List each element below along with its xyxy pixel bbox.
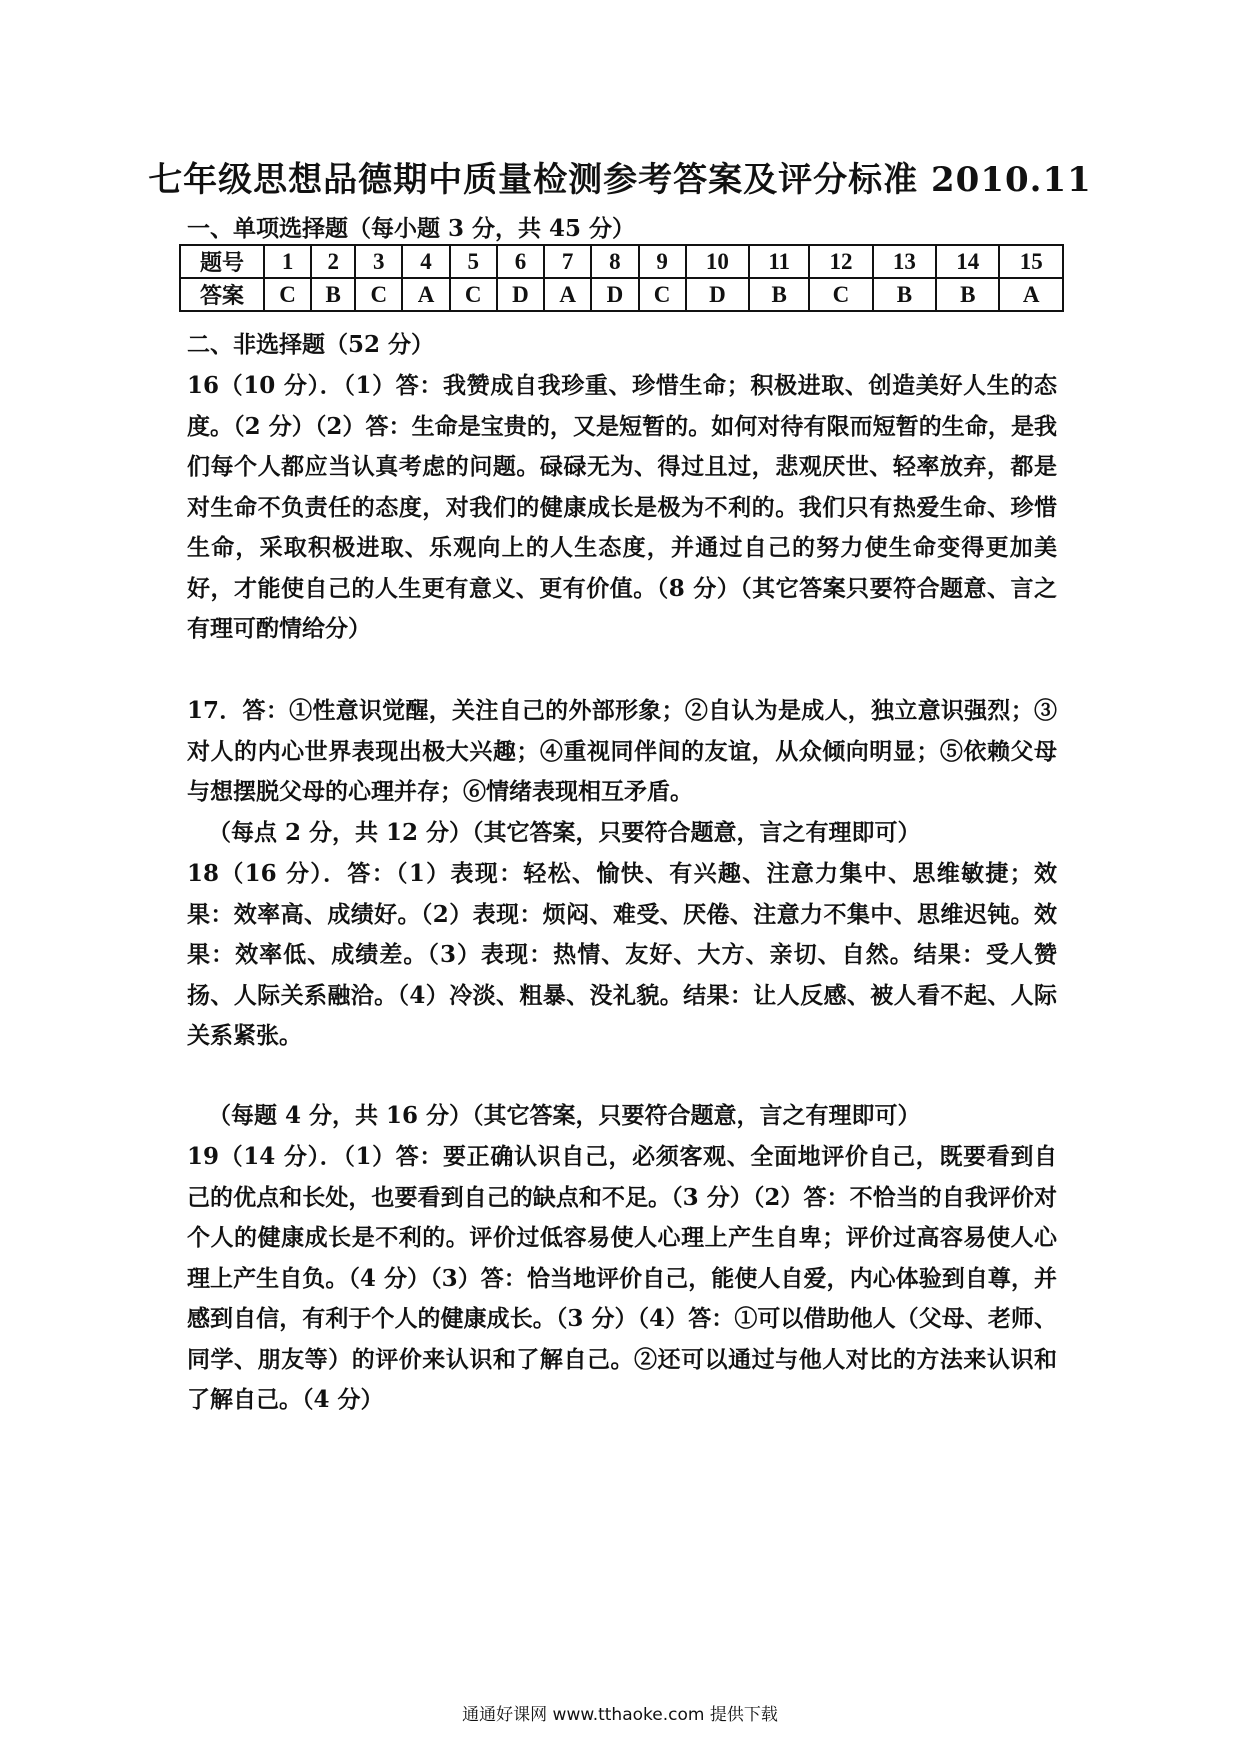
question-number-cell: 7 [544,245,591,278]
row-label-answer: 答案 [180,278,264,311]
section-heading-multiple-choice: 一、单项选择题（每小题 3 分，共 45 分） [187,215,636,242]
question-number-cell: 3 [355,245,402,278]
answer-question-19: 19（14 分）．（1）答：要正确认识自己，必须客观、全面地评价自己，既要看到自己的优点和长处，也要看到自己的缺点和不足。（3 分）（2）答：不恰当的自我评价对个人的健康成长是不利的。评价过低容易使人心理上产生自卑；评价过高容易使人心理上产生自负。（4 分）（3）答：恰当地评价自己，能使人自爱，内心体验到自尊，并感到自信，有利于个人的健康成长。（3 分）（4）答：①可以借助他人（父母、老师、同学、朋友等）的评价来认识和了解自己。②还可以通过与他人对比的方法来认识和了解自己。（4 分） [187,1143,1057,1413]
question-number-cell: 14 [936,245,999,278]
question-number-cell: 2 [311,245,355,278]
question-number-cell: 11 [749,245,809,278]
question-number-cell: 1 [264,245,311,278]
answer-cell: C [264,278,311,311]
answer-cell: A [999,278,1063,311]
answer-cell: B [749,278,809,311]
question-number-cell: 13 [873,245,936,278]
question-number-cell: 5 [450,245,497,278]
answer-cell: A [402,278,449,311]
question-number-cell: 9 [639,245,686,278]
answer-cell: D [686,278,749,311]
question-number-cell: 8 [591,245,638,278]
document-title: 七年级思想品德期中质量检测参考答案及评分标准 2010.11 [148,160,1092,200]
answer-cell: A [544,278,591,311]
answer-cell: B [936,278,999,311]
question-number-cell: 15 [999,245,1063,278]
answer-cell: C [639,278,686,311]
answer-key-table [179,244,1064,312]
answer-cell: D [497,278,544,311]
answer-cell: D [591,278,638,311]
answer-cell: C [450,278,497,311]
answer-question-16: 16（10 分）．（1）答：我赞成自我珍重、珍惜生命；积极进取、创造美好人生的态度。（2 分）（2）答：生命是宝贵的，又是短暂的。如何对待有限而短暂的生命，是我们每个人都应当认真考虑的问题。碌碌无为、得过且过，悲观厌世、轻率放弃，都是对生命不负责任的态度，对我们的健康成长是极为不利的。我们只有热爱生命、珍惜生命，采取积极进取、乐观向上的人生态度，并通过自己的努力使生命变得更加美好，才能使自己的人生更有意义、更有价值。（8 分）（其它答案只要符合题意、言之有理可酌情给分） [187,372,1057,642]
question-number-cell: 10 [686,245,749,278]
answer-cell: C [355,278,402,311]
section-heading-non-choice: 二、非选择题（52 分） [187,331,435,358]
answer-cell: B [311,278,355,311]
scoring-note-question-17: （每点 2 分，共 12 分）（其它答案，只要符合题意，言之有理即可） [208,819,921,846]
answer-question-18: 18（16 分）．答：（1）表现：轻松、愉快、有兴趣、注意力集中、思维敏捷；效果：效率高、成绩好。（2）表现：烦闷、难受、厌倦、注意力不集中、思维迟钝。效果：效率低、成绩差。（3）表现：热情、友好、大方、亲切、自然。结果：受人赞扬、人际关系融洽。（4）冷淡、粗暴、没礼貌。结果：让人反感、被人看不起、人际关系紧张。 [187,860,1057,1049]
question-number-cell: 12 [809,245,872,278]
footer-source-credit: 通通好课网 www.tthaoke.com 提供下载 [462,1705,778,1725]
scoring-note-question-18: （每题 4 分，共 16 分）（其它答案，只要符合题意，言之有理即可） [208,1102,921,1129]
answer-cell: C [809,278,872,311]
row-label-question-number: 题号 [180,245,264,278]
answer-cell: B [873,278,936,311]
answer-row [180,278,1063,311]
question-number-cell: 4 [402,245,449,278]
answer-question-17: 17．答：①性意识觉醒，关注自己的外部形象；②自认为是成人，独立意识强烈；③对人的内心世界表现出极大兴趣；④重视同伴间的友谊，从众倾向明显；⑤依赖父母与想摆脱父母的心理并存；⑥情绪表现相互矛盾。 [187,697,1057,805]
question-number-row [180,245,1063,278]
question-number-cell: 6 [497,245,544,278]
